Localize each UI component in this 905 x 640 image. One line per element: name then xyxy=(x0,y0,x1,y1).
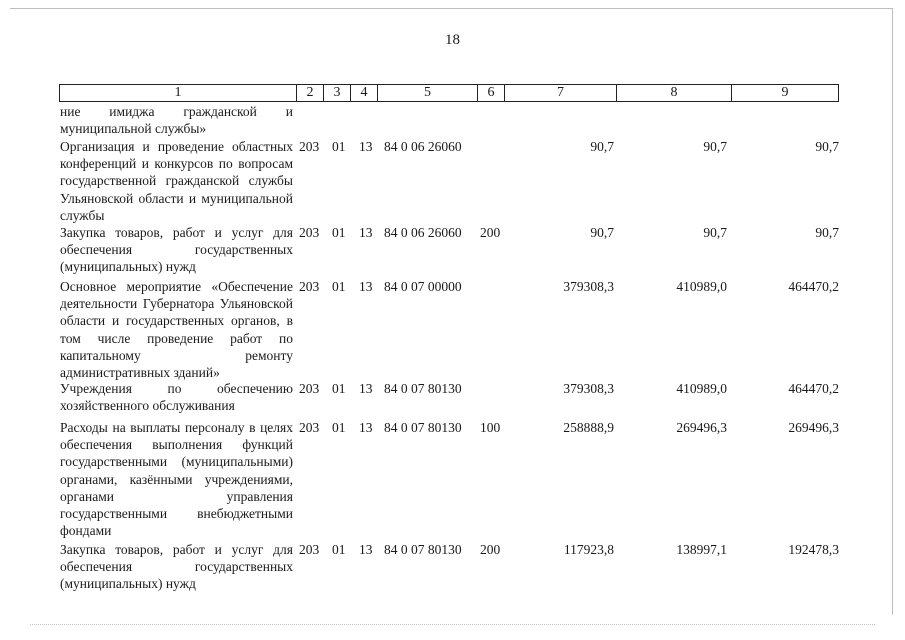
cell-subsection: 13 xyxy=(359,225,373,240)
cell-expense-type: 200 xyxy=(480,542,501,557)
column-header-9: 9 xyxy=(732,85,839,102)
cell-subsection: 13 xyxy=(359,279,373,294)
cell-ministry-code: 203 xyxy=(299,542,320,557)
row-description: Основное мероприятие «Обеспечение деятельности Губернатора Ульяновской области и государственных органов, в том числе проведение работ по капитальному ремонту административных зданий» xyxy=(60,279,293,381)
row-description: Расходы на выплаты персоналу в целях обеспечения выполнения функций государственными (муниципальными) органами, казёнными учреждениями, органами управления государственными внебюджетными фондами xyxy=(60,420,293,539)
row-description: ние имиджа гражданской и муниципальной службы» xyxy=(60,104,293,137)
cell-expense-type: 100 xyxy=(480,420,501,435)
page-number: 18 xyxy=(445,32,460,48)
cell-amount-year-3: 464470,2 xyxy=(788,279,839,294)
cell-amount-year-1: 117923,8 xyxy=(563,542,614,557)
column-header-7: 7 xyxy=(505,85,617,102)
column-header-5: 5 xyxy=(378,85,478,102)
cell-target-article: 84 0 06 26060 xyxy=(384,225,462,240)
cell-section: 01 xyxy=(332,225,346,240)
table-row xyxy=(0,224,905,278)
cell-subsection: 13 xyxy=(359,139,373,154)
column-header-6: 6 xyxy=(478,85,505,102)
cell-section: 01 xyxy=(332,279,346,294)
cell-amount-year-1: 90,7 xyxy=(590,139,614,154)
table-row xyxy=(0,103,905,138)
cell-ministry-code: 203 xyxy=(299,279,320,294)
cell-ministry-code: 203 xyxy=(299,420,320,435)
cell-amount-year-2: 90,7 xyxy=(703,139,727,154)
footer-divider xyxy=(30,624,875,626)
cell-amount-year-3: 192478,3 xyxy=(788,542,839,557)
cell-amount-year-2: 90,7 xyxy=(703,225,727,240)
cell-amount-year-1: 379308,3 xyxy=(563,381,614,396)
cell-ministry-code: 203 xyxy=(299,139,320,154)
cell-subsection: 13 xyxy=(359,542,373,557)
row-description: Учреждения по обеспечению хозяйственного обслуживания xyxy=(60,381,293,414)
cell-amount-year-3: 90,7 xyxy=(815,225,839,240)
table-body xyxy=(0,103,905,595)
cell-amount-year-2: 138997,1 xyxy=(676,542,727,557)
cell-section: 01 xyxy=(332,542,346,557)
table-row xyxy=(0,380,905,419)
cell-ministry-code: 203 xyxy=(299,381,320,396)
table-row xyxy=(0,278,905,380)
cell-section: 01 xyxy=(332,420,346,435)
cell-amount-year-2: 410989,0 xyxy=(676,279,727,294)
cell-amount-year-1: 258888,9 xyxy=(563,420,614,435)
column-header-3: 3 xyxy=(324,85,351,102)
cell-subsection: 13 xyxy=(359,420,373,435)
cell-section: 01 xyxy=(332,139,346,154)
column-header-row xyxy=(59,84,839,102)
cell-ministry-code: 203 xyxy=(299,225,320,240)
column-header-1: 1 xyxy=(60,85,297,102)
cell-target-article: 84 0 07 80130 xyxy=(384,542,462,557)
cell-target-article: 84 0 07 80130 xyxy=(384,420,462,435)
cell-target-article: 84 0 07 80130 xyxy=(384,381,462,396)
row-description: Закупка товаров, работ и услуг для обеспечения государственных (муниципальных) нужд xyxy=(60,225,293,275)
cell-section: 01 xyxy=(332,381,346,396)
cell-amount-year-1: 90,7 xyxy=(590,225,614,240)
cell-amount-year-3: 269496,3 xyxy=(788,420,839,435)
cell-target-article: 84 0 07 00000 xyxy=(384,279,462,294)
column-header-4: 4 xyxy=(351,85,378,102)
cell-amount-year-3: 464470,2 xyxy=(788,381,839,396)
table-row xyxy=(0,419,905,541)
cell-expense-type: 200 xyxy=(480,225,501,240)
cell-amount-year-3: 90,7 xyxy=(815,139,839,154)
cell-amount-year-1: 379308,3 xyxy=(563,279,614,294)
row-description: Организация и проведение областных конференций и конкурсов по вопросам государственной гражданской службы Ульяновской области и муниципальной службы xyxy=(60,139,293,223)
table-row xyxy=(0,541,905,595)
cell-amount-year-2: 410989,0 xyxy=(676,381,727,396)
cell-target-article: 84 0 06 26060 xyxy=(384,139,462,154)
row-description: Закупка товаров, работ и услуг для обеспечения государственных (муниципальных) нужд xyxy=(60,542,293,592)
cell-subsection: 13 xyxy=(359,381,373,396)
table-row xyxy=(0,138,905,224)
column-header-2: 2 xyxy=(297,85,324,102)
column-header-8: 8 xyxy=(617,85,732,102)
cell-amount-year-2: 269496,3 xyxy=(676,420,727,435)
